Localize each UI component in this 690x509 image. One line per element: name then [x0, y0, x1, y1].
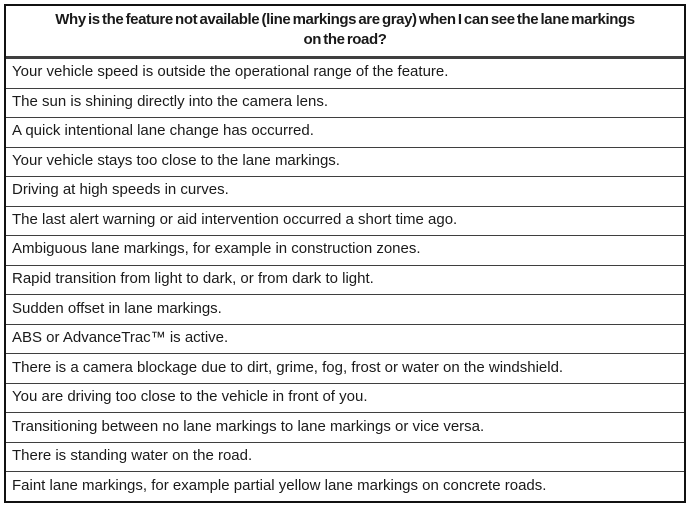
table-row	[6, 383, 684, 413]
row-text: Faint lane markings, for example partial yellow lane markings on concrete roads.	[12, 476, 547, 494]
table-header-question	[6, 6, 684, 58]
row-text: There is standing water on the road.	[12, 447, 253, 465]
table-row	[6, 471, 684, 501]
row-text: You are driving too close to the vehicle in front of you.	[12, 388, 368, 406]
header-line-2: on the road?	[303, 31, 387, 48]
table-row	[6, 58, 684, 88]
table-row	[6, 412, 684, 442]
table-row	[6, 235, 684, 265]
row-text: Ambiguous lane markings, for example in construction zones.	[12, 240, 421, 258]
row-text: Transitioning between no lane markings to lane markings or vice versa.	[12, 417, 485, 435]
row-text: Your vehicle stays too close to the lane markings.	[12, 151, 340, 169]
row-text: Sudden offset in lane markings.	[12, 299, 222, 317]
table-row	[6, 442, 684, 472]
table-row	[6, 265, 684, 295]
row-text: The last alert warning or aid intervention occurred a short time ago.	[12, 210, 458, 228]
table-row	[6, 294, 684, 324]
table-row	[6, 176, 684, 206]
table-row	[6, 206, 684, 236]
table-row	[6, 117, 684, 147]
header-line-1: Why is the feature not available (line markings are gray) when I can see the lane markings	[55, 11, 635, 28]
row-text: Your vehicle speed is outside the operational range of the feature.	[12, 63, 449, 81]
table-row	[6, 353, 684, 383]
row-text: Rapid transition from light to dark, or from dark to light.	[12, 269, 374, 287]
row-text: Driving at high speeds in curves.	[12, 181, 229, 199]
row-text: A quick intentional lane change has occurred.	[12, 122, 314, 140]
row-text: There is a camera blockage due to dirt, grime, fog, frost or water on the windshield.	[12, 358, 564, 376]
faq-table	[4, 4, 686, 503]
table-row	[6, 324, 684, 354]
table-row	[6, 147, 684, 177]
row-text: The sun is shining directly into the camera lens.	[12, 92, 328, 110]
row-text: ABS or AdvanceTrac™ is active.	[12, 329, 229, 347]
table-row	[6, 88, 684, 118]
